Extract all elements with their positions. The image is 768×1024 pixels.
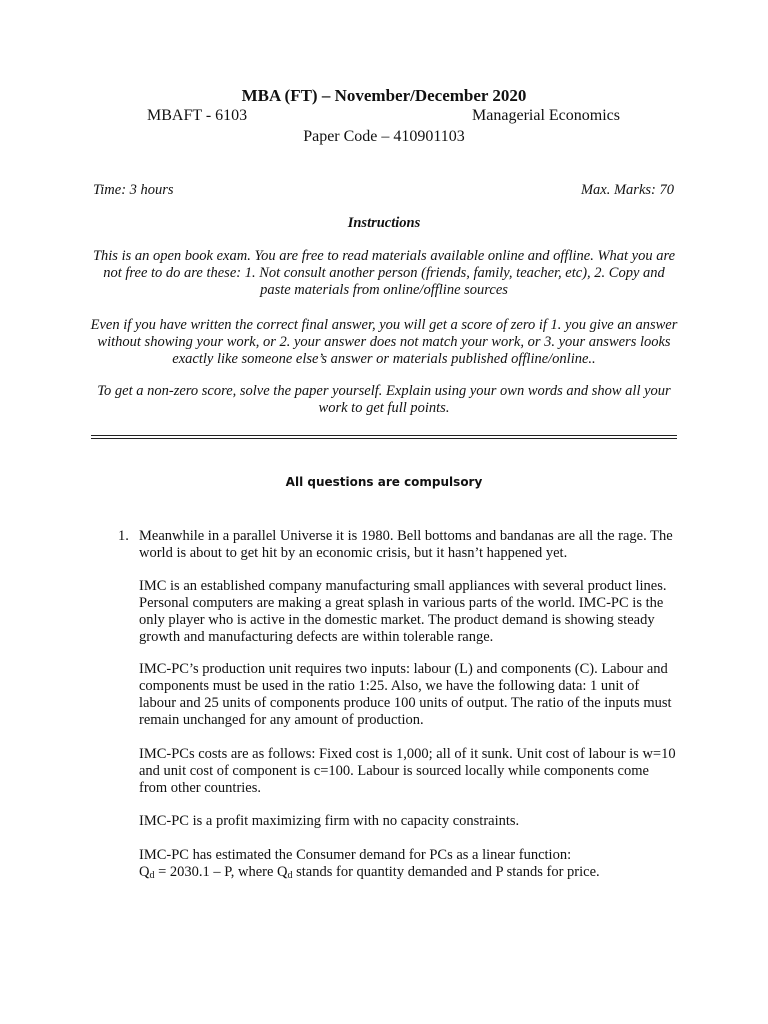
divider-line bbox=[91, 435, 677, 436]
max-marks: Max. Marks: 70 bbox=[580, 182, 674, 198]
question-paragraph: IMC-PC’s production unit requires two inputs: labour (L) and components (C). Labour and components must be used in the ratio 1:25. Also, we have the following data: 1 unit of labour and 25 units of components produce 100 units of output. The ratio of the inputs must remain unchanged for any amount of production. bbox=[139, 661, 672, 728]
question-paragraph: IMC is an established company manufacturing small appliances with several product lines. Personal computers are making a great splash in various parts of the world. IMC-PC is the only player who is active in the domestic market. The product demand is showing steady growth and manufacturing defects are within tolerable range. bbox=[139, 578, 667, 645]
quantity-symbol: Q bbox=[139, 864, 150, 880]
subscript: d bbox=[287, 870, 293, 881]
demand-equation bbox=[139, 864, 600, 880]
question-paragraph: IMC-PCs costs are as follows: Fixed cost is 1,000; all of it sunk. Unit cost of labour is w=10 and unit cost of component is c=100. Labour is sourced locally while components come from other countries. bbox=[139, 746, 676, 796]
demand-intro: IMC-PC has estimated the Consumer demand for PCs as a linear function: bbox=[139, 847, 572, 863]
course-name: Managerial Economics bbox=[472, 107, 620, 124]
exam-title: MBA (FT) – November/December 2020 bbox=[241, 86, 527, 105]
instruction-paragraph: To get a non-zero score, solve the paper yourself. Explain using your own words and show all your work to get full points. bbox=[97, 383, 671, 416]
equation-text: = 2030.1 – P, where Q bbox=[154, 864, 288, 880]
instructions-heading: Instructions bbox=[347, 215, 421, 231]
paper-code: Paper Code – 410901103 bbox=[303, 128, 465, 145]
question-paragraph: IMC-PC is a profit maximizing firm with no capacity constraints. bbox=[139, 813, 520, 829]
question-paragraph: Meanwhile in a parallel Universe it is 1980. Bell bottoms and bandanas are all the rage. The world is about to get hit by an economic crisis, but it hasn’t happened yet. bbox=[139, 528, 673, 561]
instruction-paragraph: This is an open book exam. You are free to read materials available online and offline. What you are not free to do are these: 1. Not consult another person (friends, family, teacher, etc), 2. Copy and paste materials from online/offline sources bbox=[92, 248, 676, 298]
question-number: 1. bbox=[118, 528, 129, 544]
demand-function bbox=[139, 847, 679, 884]
course-code: MBAFT - 6103 bbox=[147, 107, 248, 124]
exam-duration: Time: 3 hours bbox=[93, 182, 174, 198]
section-note: All questions are compulsory bbox=[285, 475, 483, 489]
subscript: d bbox=[149, 870, 155, 881]
instruction-paragraph: Even if you have written the correct final answer, you will get a score of zero if 1. you give an answer without showing your work, or 2. your answer does not match your work, or 3. your answers looks exactly like someone else’s answer or materials published offline/online.. bbox=[90, 317, 678, 367]
equation-text: stands for quantity demanded and P stands for price. bbox=[292, 864, 600, 880]
divider-line bbox=[91, 438, 677, 439]
